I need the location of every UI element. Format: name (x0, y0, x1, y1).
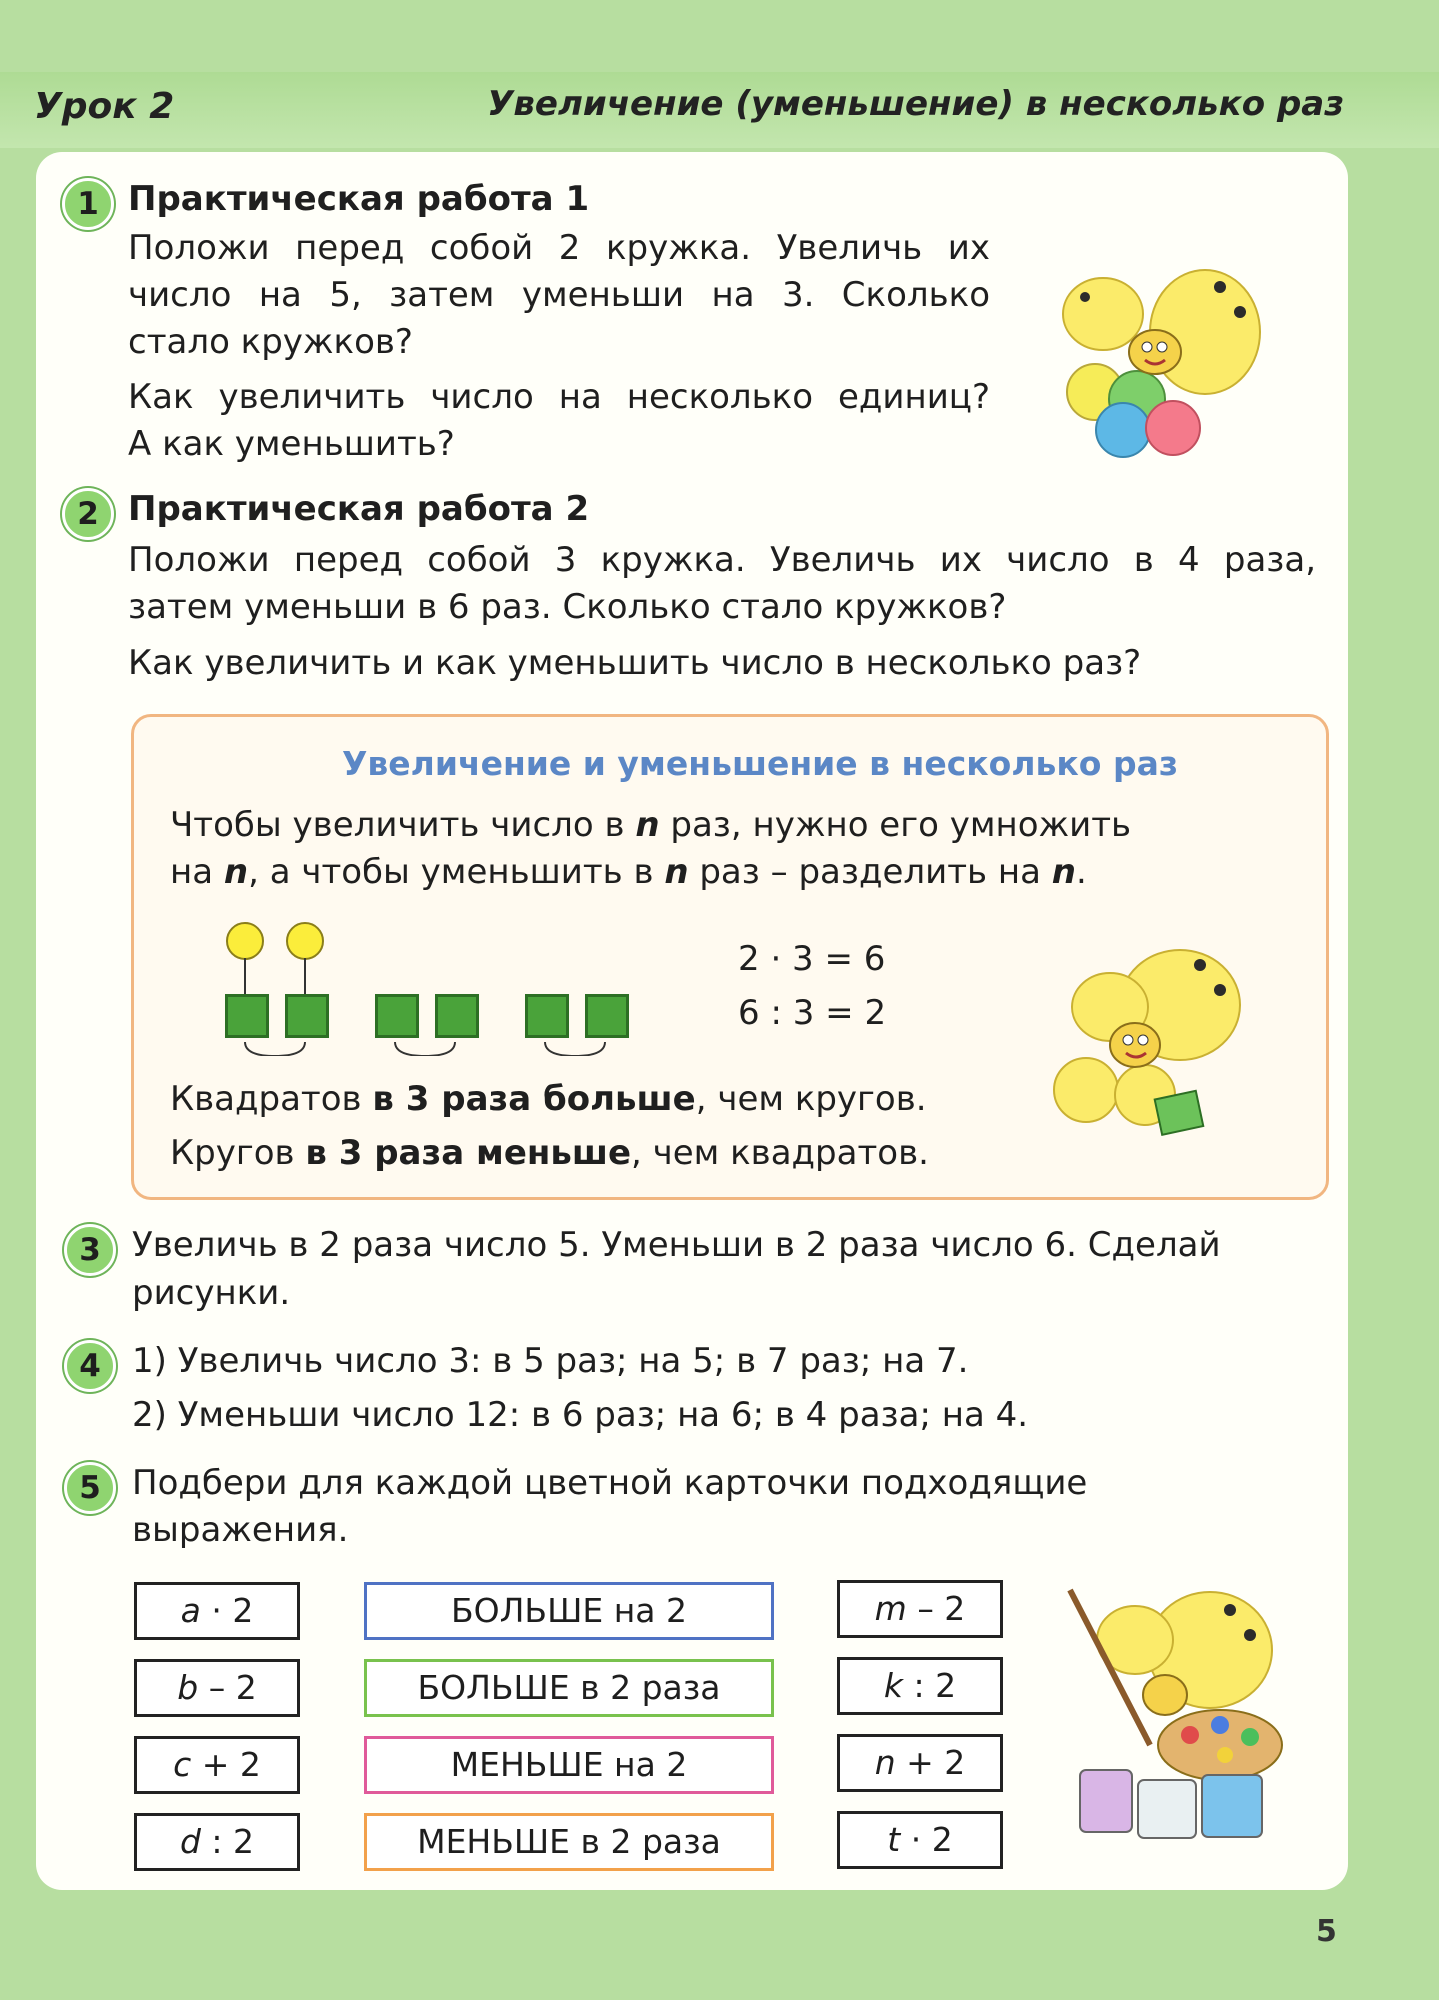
card-operation: · 2 (900, 1820, 953, 1859)
equation-multiply: 2 · 3 = 6 (738, 939, 886, 979)
colored-card[interactable]: МЕНЬШЕ на 2 (364, 1736, 774, 1794)
task-1-line: Как увеличить число на несколько единиц? (128, 377, 990, 417)
task-number-5: 5 (64, 1462, 116, 1514)
task-1-line: А как уменьшить? (128, 424, 455, 464)
expression-card[interactable] (837, 1734, 1003, 1792)
card-variable: c (173, 1745, 192, 1784)
rule-text: , чем кругов. (695, 1079, 927, 1119)
square-green (435, 994, 479, 1038)
expression-card[interactable] (134, 1659, 300, 1717)
card-variable: d (179, 1822, 201, 1861)
butterfly-square-illustration (1050, 945, 1260, 1145)
task-1-line: стало кружков? (128, 322, 413, 362)
task-5-line: выражения. (132, 1510, 349, 1550)
rule-text: на (170, 852, 224, 892)
rule-text: Кругов (170, 1133, 306, 1173)
card-variable: t (887, 1820, 901, 1859)
task-2-line: затем уменьши в 6 раз. Сколько стало кружков? (128, 587, 1007, 627)
rule-text: раз – разделить на (688, 852, 1052, 892)
circle-yellow (286, 922, 324, 960)
task-2-line: Как увеличить и как уменьшить число в несколько раз? (128, 643, 1142, 683)
connector-lines (220, 956, 640, 1056)
task-number-3: 3 (64, 1224, 116, 1276)
card-operation: + 2 (895, 1743, 966, 1782)
rule-emphasis: в 3 раза больше (372, 1079, 696, 1119)
task-2-title: Практическая работа 2 (128, 489, 590, 529)
card-operation: – 2 (198, 1668, 257, 1707)
rule-text: , чем квадратов. (631, 1133, 929, 1173)
task-number-2: 2 (62, 488, 114, 540)
card-variable: k (883, 1666, 904, 1705)
rule-line-1 (170, 802, 1131, 849)
equation-divide: 6 : 3 = 2 (738, 993, 887, 1033)
square-green (375, 994, 419, 1038)
task-3-line: рисунки. (132, 1273, 291, 1313)
task-number-4: 4 (64, 1340, 116, 1392)
task-1-title: Практическая работа 1 (128, 179, 590, 219)
card-variable: m (874, 1589, 907, 1628)
card-operation: : 2 (903, 1666, 957, 1705)
rule-n: n (223, 852, 249, 892)
square-green (525, 994, 569, 1038)
rule-text: . (1075, 852, 1087, 892)
rule-text: Квадратов (170, 1079, 373, 1119)
expression-card[interactable] (837, 1657, 1003, 1715)
rule-text: , а чтобы уменьшить в (248, 852, 665, 892)
rule-n: n (664, 852, 689, 892)
expression-card[interactable] (134, 1813, 300, 1871)
rule-n: n (1051, 852, 1076, 892)
rule-title: Увеличение и уменьшение в несколько раз (341, 744, 1179, 783)
square-green (285, 994, 329, 1038)
square-green (585, 994, 629, 1038)
task-2-line: Положи перед собой 3 кружка. Увеличь их число в 4 раза, (128, 540, 1316, 580)
butterfly-circles-illustration (1055, 262, 1265, 462)
card-operation: – 2 (906, 1589, 966, 1628)
expression-card[interactable] (134, 1736, 300, 1794)
task-number-1: 1 (62, 178, 114, 230)
lesson-topic: Увеличение (уменьшение) в несколько раз (487, 84, 1344, 124)
card-operation: · 2 (200, 1591, 254, 1630)
page-number: 5 (1316, 1914, 1337, 1949)
expression-card[interactable] (837, 1580, 1003, 1638)
colored-card[interactable]: МЕНЬШЕ в 2 раза (364, 1813, 774, 1871)
rule-statement-1 (170, 1076, 927, 1123)
butterfly-painter-illustration (1060, 1585, 1290, 1845)
task-3-line: Увеличь в 2 раза число 5. Уменьши в 2 раза число 6. Сделай (132, 1225, 1221, 1265)
rule-n: n (635, 805, 660, 845)
card-operation: + 2 (191, 1745, 261, 1784)
card-variable: b (177, 1668, 199, 1707)
colored-card[interactable]: БОЛЬШЕ в 2 раза (364, 1659, 774, 1717)
expression-card[interactable] (134, 1582, 300, 1640)
card-variable: n (874, 1743, 896, 1782)
card-operation: : 2 (200, 1822, 255, 1861)
task-1-line: Положи перед собой 2 кружка. Увеличь их (128, 228, 990, 268)
colored-card[interactable]: БОЛЬШЕ на 2 (364, 1582, 774, 1640)
square-green (225, 994, 269, 1038)
rule-text: раз, нужно его умножить (659, 805, 1132, 845)
rule-statement-2 (170, 1130, 929, 1177)
task-5-line: Подбери для каждой цветной карточки подходящие (132, 1463, 1088, 1503)
lesson-label: Урок 2 (34, 86, 175, 127)
circle-yellow (226, 922, 264, 960)
rule-text: Чтобы увеличить число в (170, 805, 636, 845)
task-1-line: число на 5, затем уменьши на 3. Сколько (128, 275, 990, 315)
expression-card[interactable] (837, 1811, 1003, 1869)
rule-line-2 (170, 849, 1087, 896)
task-4-line: 1) Увеличь число 3: в 5 раз; на 5; в 7 раз; на 7. (132, 1341, 969, 1381)
card-variable: a (180, 1591, 201, 1630)
task-4-line: 2) Уменьши число 12: в 6 раз; на 6; в 4 раза; на 4. (132, 1395, 1029, 1435)
rule-emphasis: в 3 раза меньше (305, 1133, 632, 1173)
